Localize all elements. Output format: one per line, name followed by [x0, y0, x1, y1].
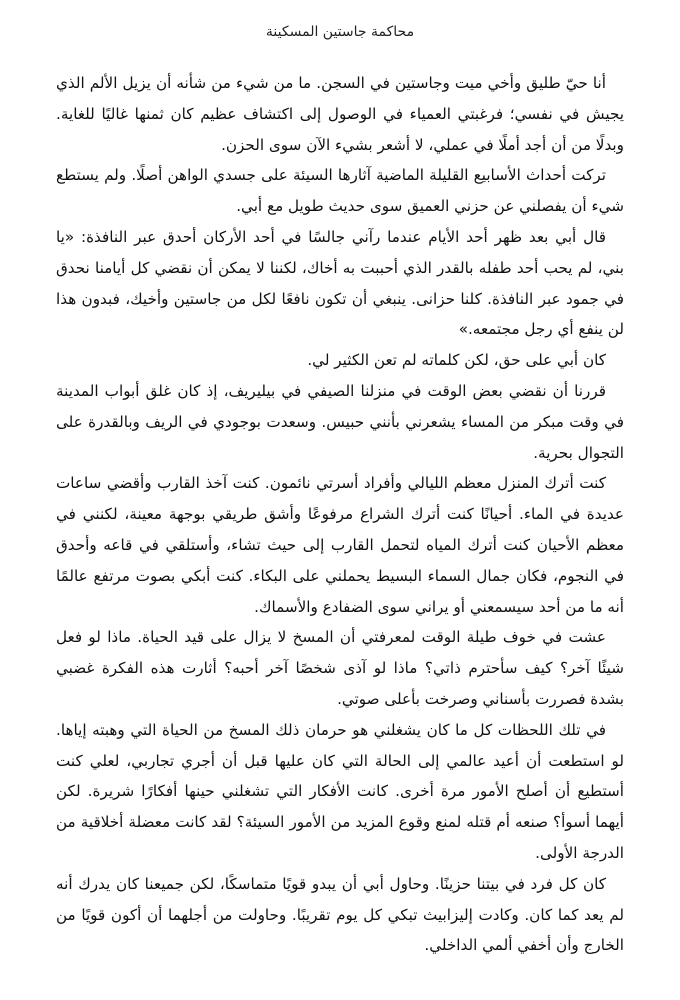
paragraph: كان كل فرد في بيتنا حزينًا. وحاول أبي أن يبدو قويًا متماسكًا، لكن جميعنا كان يدرك أنه لم يعد كما كان. وكادت إليزابيث تبكي كل يوم تقريبًا. وحاولت من أجلهما أن أكون قويًا من الخارج وأن أخفي ألمي الداخلي.	[56, 874, 624, 955]
paragraph: قررنا أن نقضي بعض الوقت في منزلنا الصيفي في بيليريف، إذ كان غلق أبواب المدينة في وقت مبكر من المساء يشعرني بأنني حبيس. وسعدت بوجودي في الريف وبالقدرة على التجوال بحرية.	[56, 381, 624, 462]
paragraph: كنت أترك المنزل معظم الليالي وأفراد أسرتي نائمون. كنت آخذ القارب وأقضي ساعات عديدة في الماء. أحيانًا كنت أترك الشراع مرفوعًا وأشق طريقي بوجهة معينة، لكنني في معظم الأحيان كنت أترك المياه لتحمل القارب إلى حيث تشاء، وأستلقي في قاعه وأحدق في النجوم، فكان جمال السماء البسيط يحملني على البكاء. كنت أبكي بصوت مرتفع عالمًا أنه ما من أحد سيسمعني أو يراني سوى الضفادع والأسماك.	[56, 474, 624, 616]
paragraph: عشت في خوف طيلة الوقت لمعرفتي أن المسخ لا يزال على قيد الحياة. ماذا لو فعل شيئًا آخر؟ كيف سأحترم ذاتي؟ ماذا لو آذى شخصًا آخر أحبه؟ أثارت هذه الفكرة غضبي بشدة فصررت بأسناني وصرخت بأعلى صوتي.	[56, 628, 624, 708]
paragraph: أنا حيّ طليق وأخي ميت وجاستين في السجن. ما من شيء من شأنه أن يزيل الألم الذي يجيش في نفسي؛ فرغبتي العمياء في الوصول إلى اكتشاف عظيم كان ثمنها غاليًا للغاية. وبدلًا من أن أجد أملًا في عملي، لا أشعر بشيء الآن سوى الحزن.	[56, 74, 624, 154]
paragraph: قال أبي بعد ظهر أحد الأيام عندما رآني جالسًا في أحد الأركان أحدق عبر النافذة: «يا بني، لم يحب أحد طفله بالقدر الذي أحببت به أخاك، لكننا لا يمكن أن نقضي كل أيامنا نحدق في جمود عبر النافذة. كلنا حزانى. ينبغي أن تكون نافعًا لكل من جاستين وأخيك، فبدون هذا لن ينفع أي رجل مجتمعه.»	[56, 227, 624, 339]
paragraph: في تلك اللحظات كل ما كان يشغلني هو حرمان ذلك المسخ من الحياة التي وهبته إياها. لو استطعت أن أعيد عالمي إلى الحالة التي كان عليها قبل أن أجري تجاربي، لعلي كنت أستطيع أن أصلح الأمور مرة أخرى. كانت الأفكار التي تشغلني حينها أفكارًا شريرة. لكن أيهما أسوأ؟ صنعه أم قتله لمنع وقوع المزيد من الأمور السيئة؟ لقد كانت معضلة أخلاقية من الدرجة الأولى.	[56, 720, 624, 862]
paragraph: تركت أحداث الأسابيع القليلة الماضية آثارها السيئة على جسدي الواهن أصلًا. ولم يستطع شيء أن يفصلني عن حزني العميق سوى حديث طويل مع أبي.	[56, 166, 624, 216]
body-text	[56, 68, 624, 961]
paragraph: كان أبي على حق، لكن كلماته لم تعن الكثير لي.	[307, 351, 606, 370]
running-header: محاكمة جاستين المسكينة	[265, 24, 415, 40]
